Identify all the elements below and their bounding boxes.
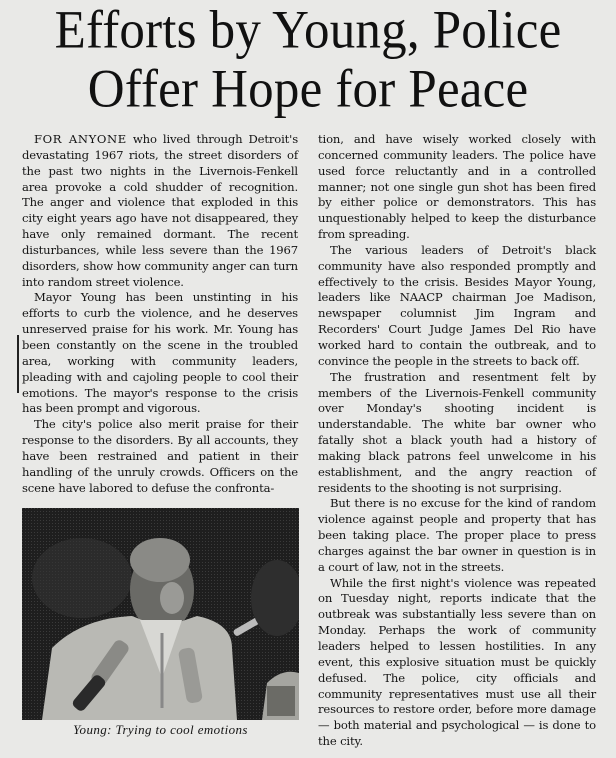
headline-line-2: Offer Hope for Peace bbox=[87, 60, 529, 120]
paragraph: Mayor Young has been unstinting in his efforts to curb the violence, and he deserves unreserved praise for his work. Mr. Young has been constantly on the scene in the troubled area, working with community leaders, pleading with and cajoling people to cool their emotions. The mayor's response to the crisis has been prompt and vigorous. bbox=[22, 290, 298, 416]
photo-image bbox=[22, 508, 299, 720]
photo-mayor-young bbox=[22, 508, 299, 720]
paragraph: But there is no excuse for the kind of random violence against people and property that has been taking place. The proper place to press charges against the bar owner in question is in a court of law, not in the streets. bbox=[318, 496, 596, 574]
paragraph: tion, and have wisely worked closely with concerned community leaders. The police have used force reluctantly and in a controlled manner; not one single gun shot has been fired by either police or demonstrators. This has unquestionably helped to keep the disturbance from spreading. bbox=[318, 132, 596, 242]
photo-caption: Young: Trying to cool emotions bbox=[73, 722, 248, 737]
lead-caps: FOR ANYONE bbox=[34, 132, 127, 146]
paragraph: The various leaders of Detroit's black community have also responded promptly and effectively to the crisis. Besides Mayor Young, leaders like NAACP chairman Joe Madison, newspaper columnist Jim Ingram and Recorders' Court Judge James Del Rio have worked hard to contain the outbreak, and to convince the people in the streets to back off. bbox=[318, 242, 596, 368]
paragraph bbox=[22, 132, 298, 290]
article-column-left bbox=[22, 132, 298, 496]
headline-line-1: Efforts by Young, Police bbox=[54, 0, 562, 60]
paragraph: The city's police also merit praise for their response to the disorders. By all accounts, they have been restrained and patient in their handling of the unruly crowds. Officers on the scene have labored to defuse the confronta- bbox=[22, 417, 298, 495]
paragraph: While the first night's violence was repeated on Tuesday night, reports indicate that the outbreak was substantially less severe than on Monday. Perhaps the work of community leaders helped to lessen hostilities. In any event, this explosive situation must be quickly defused. The police, city officials and community representatives must use all their resources to restore order, before more damage — both material and psychological — is done to the city. bbox=[318, 575, 596, 749]
article-column-right bbox=[318, 132, 596, 750]
paragraph: The frustration and resentment felt by members of the Livernois-Fenkell community over Monday's shooting incident is understandable. The white bar owner who fatally shot a black youth had a history of making black patrons feel unwelcome in his establishment, and the angry reaction of residents to the shooting is not surprising. bbox=[318, 369, 596, 495]
headline bbox=[0, 1, 616, 120]
margin-mark bbox=[17, 335, 19, 393]
paragraph-text: who lived through Detroit's devastating 1967 riots, the street disorders of the past two nights in the Livernois-Fenkell area provoke a cold shudder of recognition. The anger and violence that exploded in this city eight years ago have not disappeared, they have only remained dormant. The recent disturbances, while less severe than the 1967 disorders, show how community anger can turn into random street violence. bbox=[22, 132, 298, 289]
